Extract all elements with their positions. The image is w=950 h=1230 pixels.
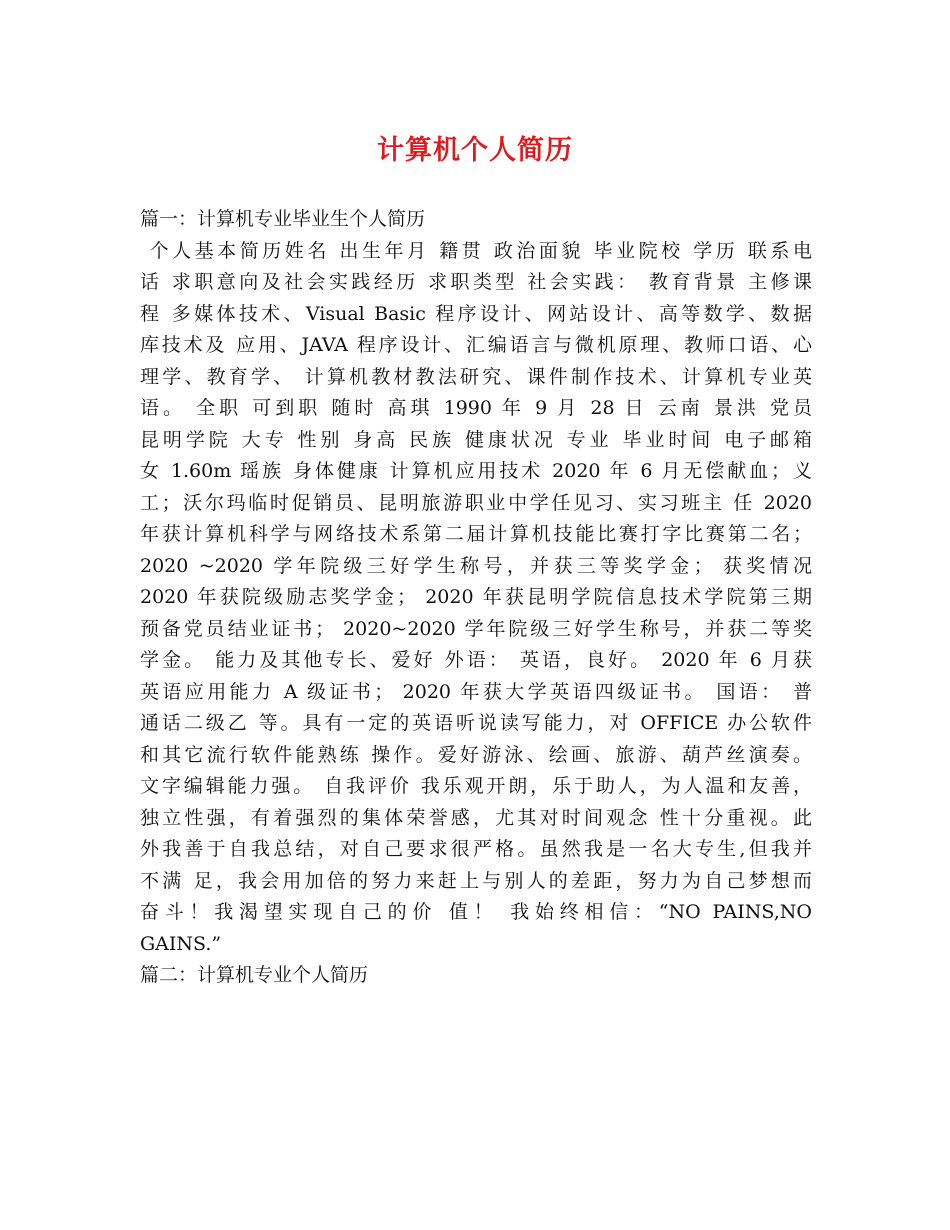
body-line: 2020 年获院级励志奖学金； 2020 年获昆明学院信息技术学院第三期 [140, 586, 812, 608]
body-line: 个人基本简历姓名 出生年月 籍贯 政治面貌 毕业院校 学历 联系电 [140, 239, 812, 262]
body-line: 话 求职意向及社会实践经历 求职类型 社会实践： 教育背景 主修课 [140, 271, 812, 293]
body-line: 工；沃尔玛临时促销员、昆明旅游职业中学任见习、实习班主 任 2020 [140, 491, 812, 514]
body-line: 通话二级乙 等。具有一定的英语听说读写能力，对 OFFICE 办公软件 [140, 712, 812, 734]
body-line: 程 多媒体技术、Visual Basic 程序设计、网站设计、高等数学、数据 [140, 302, 812, 325]
body-line: 和其它流行软件能熟练 操作。爱好游泳、绘画、旅游、葫芦丝演奏。 [140, 743, 812, 766]
body-line: 奋斗！我渴望实现自己的价 值！ 我始终相信：“NO PAINS,NO [140, 901, 812, 923]
body-line: 年获计算机科学与网络技术系第二届计算机技能比赛打字比赛第二名； [140, 523, 812, 545]
body-line: 昆明学院 大专 性别 身高 民族 健康状况 专业 毕业时间 电子邮箱 [140, 428, 812, 451]
body-line: GAINS.” [140, 932, 222, 955]
body-line: 不满 足，我会用加倍的努力来赶上与别人的差距，努力为自己梦想而 [140, 869, 812, 892]
body-line: 文字编辑能力强。 自我评价 我乐观开朗，乐于助人，为人温和友善， [140, 775, 812, 797]
body-line: 独立性强，有着强烈的集体荣誉感，尤其对时间观念 性十分重视。此 [140, 806, 812, 829]
body-line: 语。 全职 可到职 随时 高琪 1990 年 9 月 28 日 云南 景洪 党员 [140, 397, 812, 419]
body-line: 库技术及 应用、JAVA 程序设计、汇编语言与微机原理、教师口语、心 [140, 334, 812, 356]
body-line: 女 1.60m 瑶族 身体健康 计算机应用技术 2020 年 6 月无偿献血；义 [140, 460, 812, 482]
body-line: 2020 ~2020 学年院级三好学生称号，并获三等奖学金； 获奖情况 [140, 554, 812, 577]
section-heading-1: 篇一：计算机专业毕业生个人简历 [140, 208, 426, 230]
body-line: 理学、教育学、 计算机教材教法研究、课件制作技术、计算机专业英 [140, 365, 812, 388]
body-line: 学金。 能力及其他专长、爱好 外语： 英语，良好。 2020 年 6 月获 [140, 649, 812, 671]
body-line: 外我善于自我总结，对自己要求很严格。虽然我是一名大专生,但我并 [140, 838, 812, 860]
document-title: 计算机个人简历 [377, 135, 573, 166]
section-heading-2: 篇二：计算机专业个人简历 [140, 964, 369, 986]
body-line: 预备党员结业证书； 2020~2020 学年院级三好学生称号，并获二等奖 [140, 617, 812, 640]
document-body [140, 204, 812, 992]
body-line: 英语应用能力 A 级证书； 2020 年获大学英语四级证书。 国语： 普 [140, 680, 812, 703]
